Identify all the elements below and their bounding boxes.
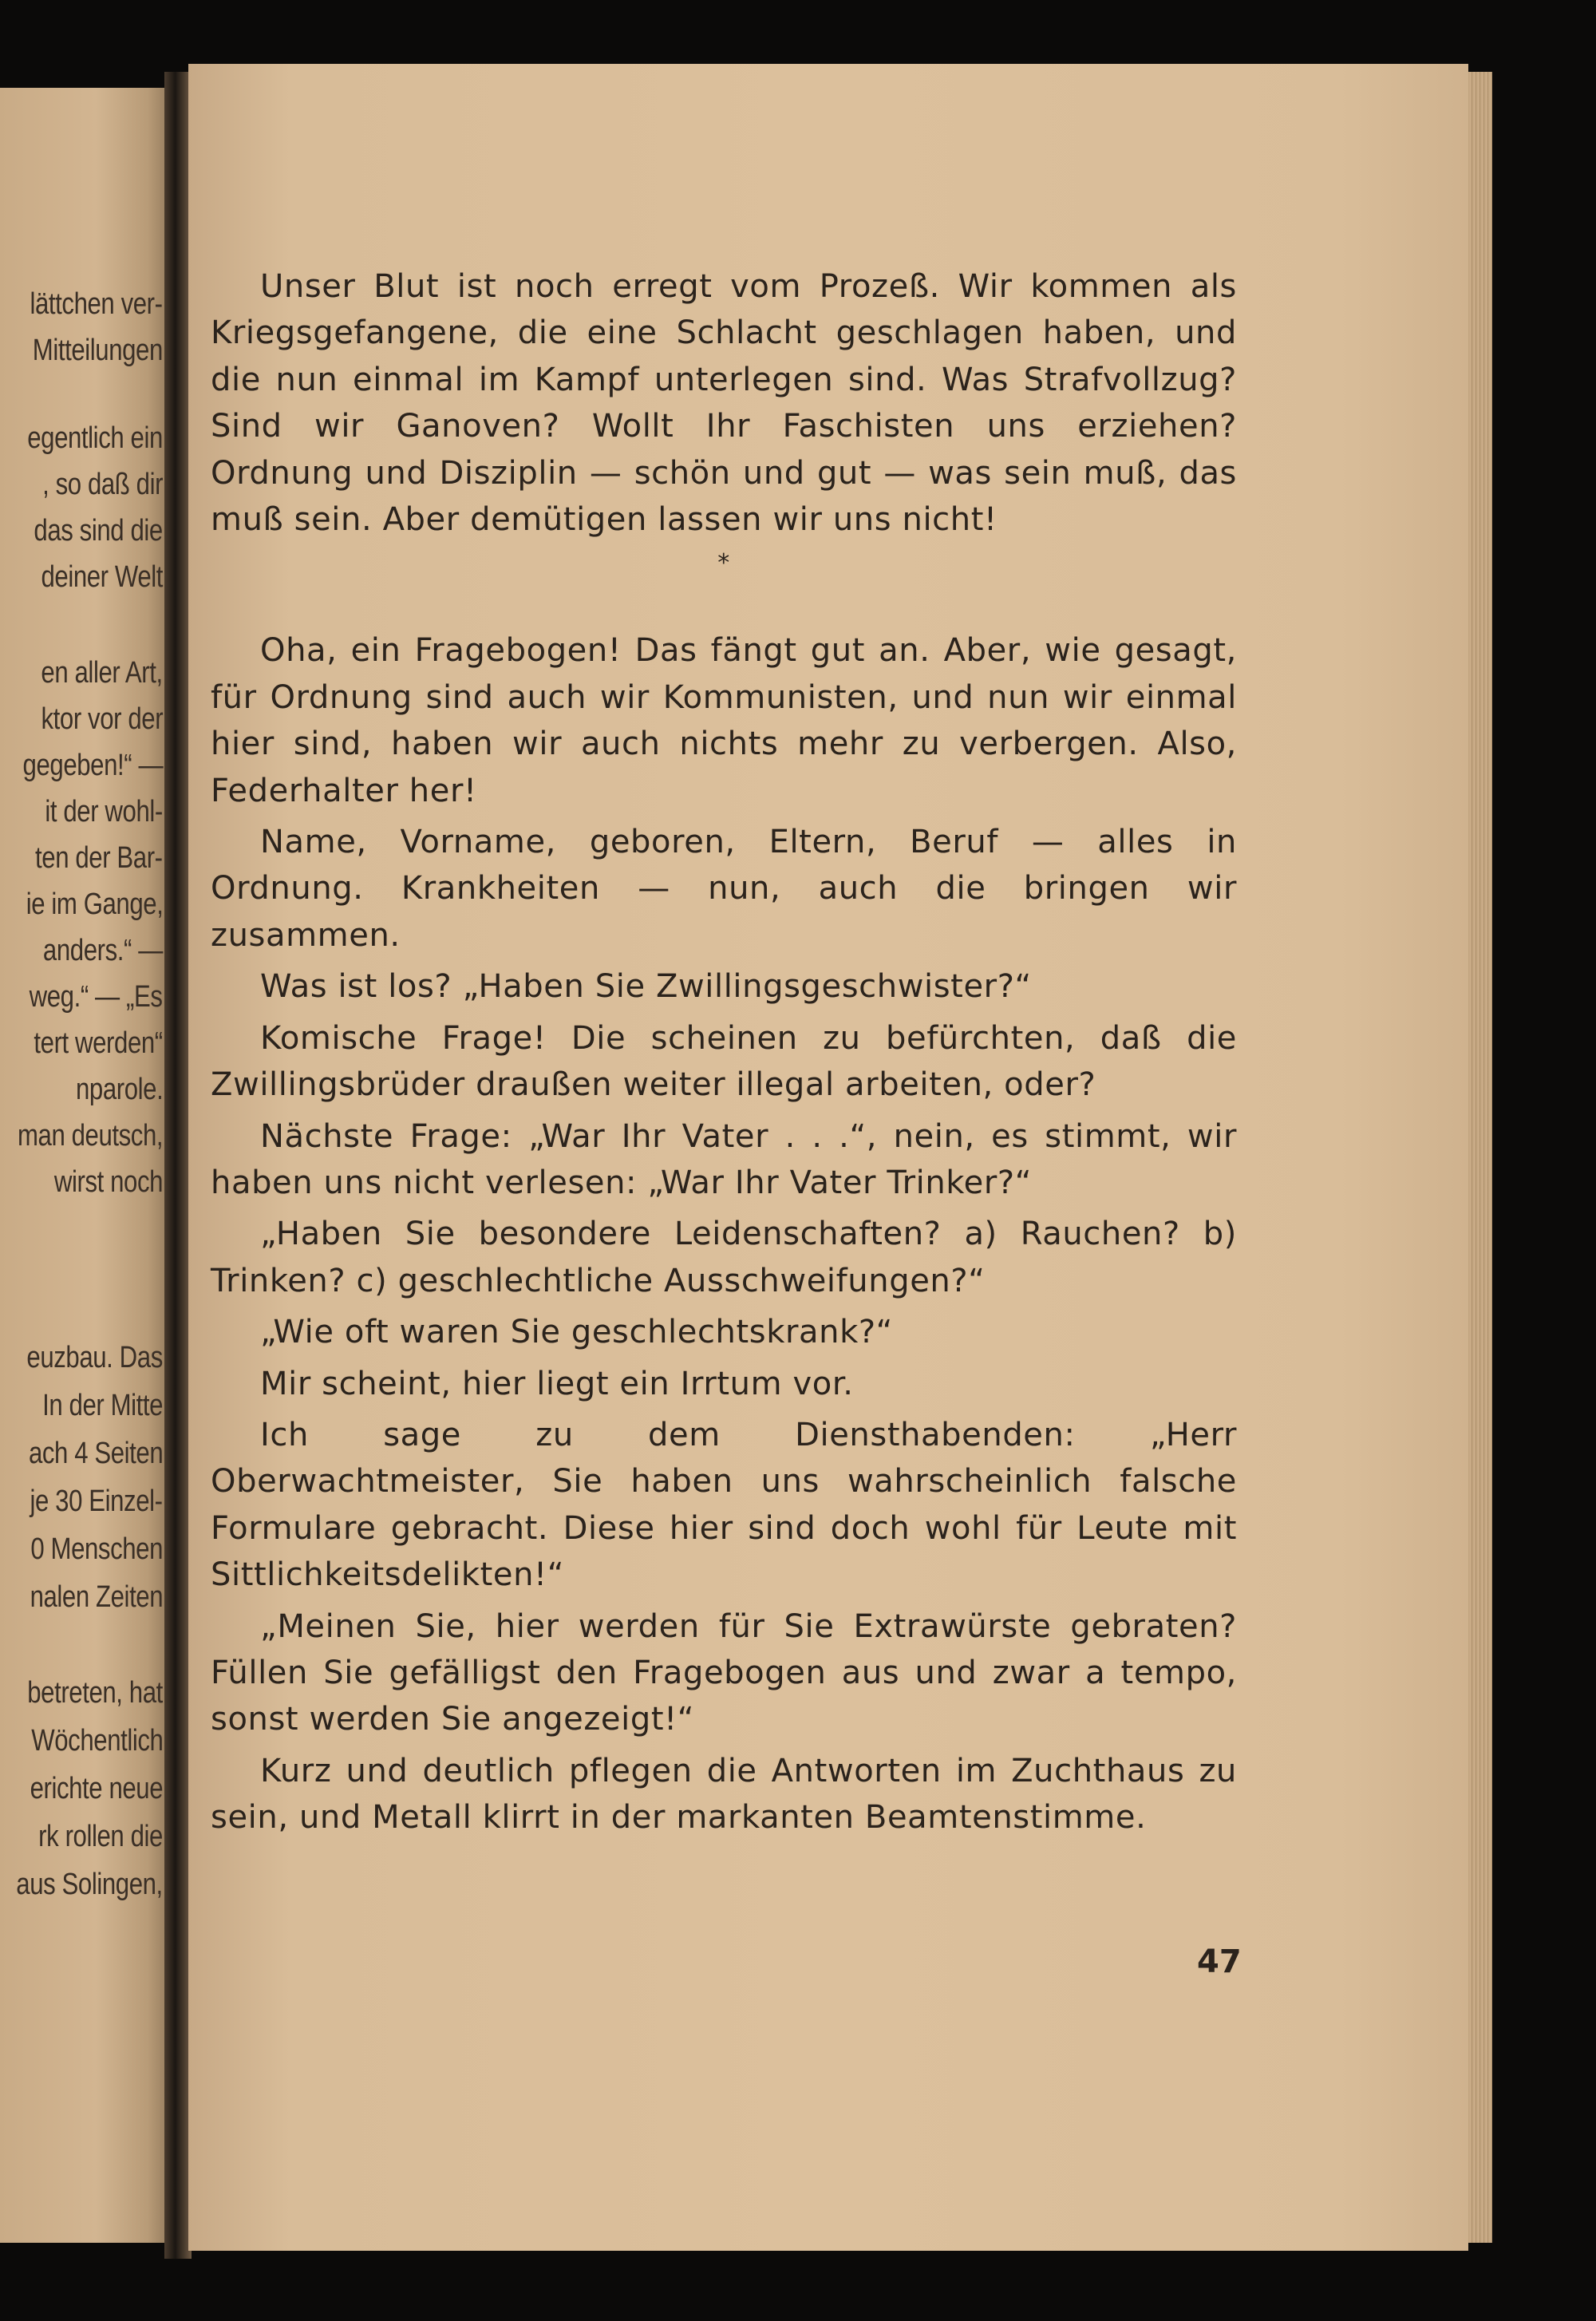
paragraph: Mir scheint, hier liegt ein Irrtum vor. xyxy=(260,1365,854,1402)
paragraph: Kurz und deutlich pflegen die Antworten im Zuchthaus zu sein, und Metall klirrt in der markanten Beamtenstimme. xyxy=(211,1752,1237,1837)
left-page-line: Wöchentlich xyxy=(30,1724,163,1758)
section-separator: * xyxy=(717,549,730,578)
paragraph: Name, Vorname, geboren, Eltern, Beruf — alles in Ordnung. Krankheiten — nun, auch die bringen wir zusammen. xyxy=(211,824,1237,954)
left-page-line: man deutsch, xyxy=(17,1119,163,1153)
left-page-line: anders.“ — xyxy=(42,934,163,967)
left-page-line: tert werden“ xyxy=(34,1026,163,1060)
paragraph: Ich sage zu dem Diensthabenden: „Herr Oberwachtmeister, Sie haben uns wahrscheinlich falsche Formulare gebracht. Diese hier sind doch wohl für Leute mit Sittlichkeitsdelikten!“ xyxy=(211,1416,1237,1594)
paragraph: „Wie oft waren Sie geschlechtskrank?“ xyxy=(260,1314,894,1351)
paragraph: „Haben Sie besondere Leidenschaften? a) Rauchen? b) Trinken? c) geschlechtliche Ausschweifungen?“ xyxy=(211,1216,1237,1299)
left-page-line: Mitteilungen xyxy=(32,334,163,367)
left-page-line: lättchen ver- xyxy=(30,287,163,321)
paragraph: Nächste Frage: „War Ihr Vater . . .“, nein, es stimmt, wir haben uns nicht verlesen: „War Ihr Vater Trinker?“ xyxy=(211,1117,1237,1201)
left-page-line: 0 Menschen xyxy=(30,1532,163,1566)
left-page-line: rk rollen die xyxy=(38,1820,163,1853)
left-page-line: ie im Gange, xyxy=(26,888,163,921)
left-page-line: deiner Welt xyxy=(41,560,163,594)
left-page-fragment xyxy=(0,88,174,2243)
left-page-line: aus Solingen, xyxy=(16,1868,163,1901)
left-page-line: erichte neue xyxy=(30,1772,163,1805)
page-body-text xyxy=(211,263,1237,1841)
left-page-line: das sind die xyxy=(34,514,163,548)
paragraph: Komische Frage! Die scheinen zu befürchten, daß die Zwillingsbrüder draußen weiter illegal arbeiten, oder? xyxy=(211,1019,1237,1104)
book-gutter xyxy=(164,72,192,2259)
left-page-line: ach 4 Seiten xyxy=(28,1437,163,1470)
left-page-line: en aller Art, xyxy=(41,656,163,690)
paragraph: Oha, ein Fragebogen! Das fängt gut an. Aber, wie gesagt, für Ordnung sind auch wir Kommunisten, und nun wir einmal hier sind, haben wir auch nichts mehr zu verbergen. Also, Federhalter her! xyxy=(211,632,1237,809)
page-edges xyxy=(1468,72,1492,2243)
left-page-line: weg.“ — „Es xyxy=(30,980,163,1014)
paragraph: Unser Blut ist noch erregt vom Prozeß. Wir kommen als Kriegsgefangene, die eine Schlacht geschlagen haben, und die nun einmal im Kampf unterlegen sind. Was Strafvollzug? Sind wir Ganoven? Wollt Ihr Faschisten uns erziehen? Ordnung und Disziplin — schön und gut — was sein muß, das muß sein. Aber demütigen lassen wir uns nicht! xyxy=(211,268,1237,539)
left-page-line: , so daß dir xyxy=(42,468,163,501)
left-page-line: wirst noch xyxy=(53,1165,163,1199)
left-page-line: je 30 Einzel- xyxy=(30,1485,163,1518)
left-page-line: egentlich ein xyxy=(27,421,163,455)
page-number: 47 xyxy=(1197,1943,1242,1980)
left-page-line: betreten, hat xyxy=(27,1676,163,1710)
left-page-line: it der wohl- xyxy=(45,795,163,828)
paragraph: „Meinen Sie, hier werden für Sie Extrawürste gebraten? Füllen Sie gefälligst den Fragebogen aus und zwar a tempo, sonst werden Sie angezeigt!“ xyxy=(211,1607,1237,1738)
left-page-line: ten der Bar- xyxy=(35,841,163,875)
left-page-line: gegeben!“ — xyxy=(22,749,163,782)
left-page-line: nalen Zeiten xyxy=(30,1580,163,1614)
left-page-line: nparole. xyxy=(75,1073,163,1106)
left-page-line: In der Mitte xyxy=(42,1389,163,1422)
left-page-line: ktor vor der xyxy=(41,702,163,736)
left-page-line: euzbau. Das xyxy=(26,1341,163,1374)
paragraph: Was ist los? „Haben Sie Zwillingsgeschwister?“ xyxy=(260,968,1032,1006)
